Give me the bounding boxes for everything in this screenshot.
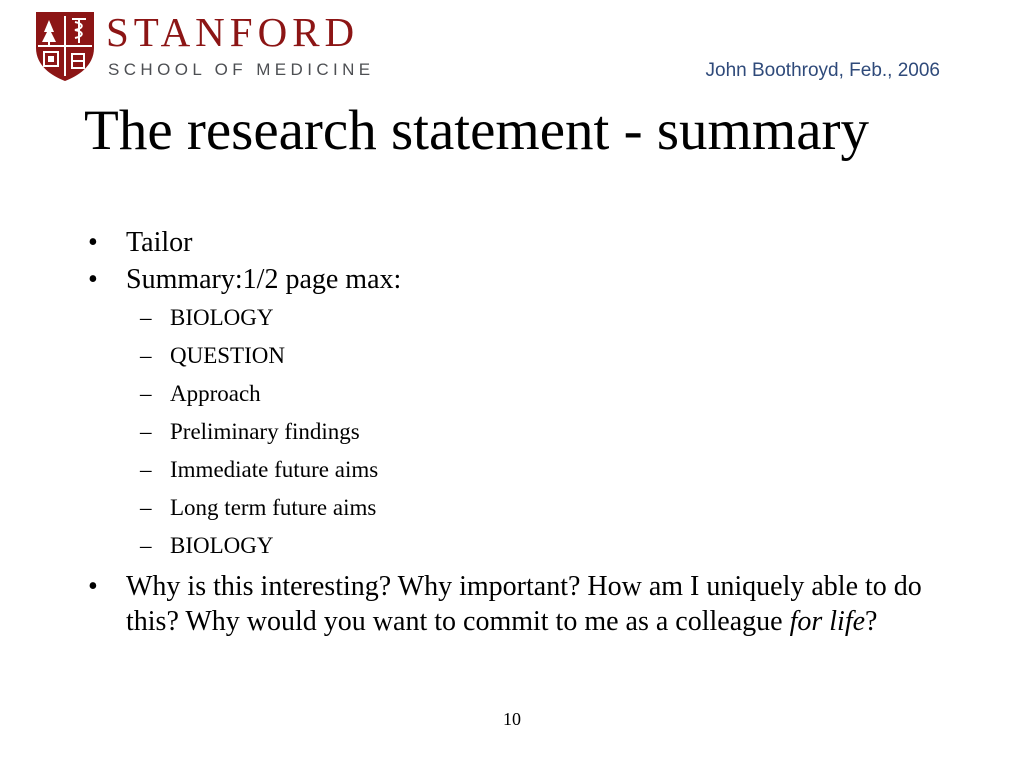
sub-item bbox=[84, 339, 954, 373]
sub-item bbox=[84, 491, 954, 525]
sub-item-text: Preliminary findings bbox=[170, 419, 360, 444]
dash-glyph: – bbox=[140, 343, 152, 368]
slide-content bbox=[84, 226, 954, 642]
page-number: 10 bbox=[503, 709, 521, 729]
bullet-item bbox=[84, 569, 954, 639]
sub-item-text: Approach bbox=[170, 381, 261, 406]
bullet-text: Summary:1/2 page max: bbox=[126, 264, 402, 295]
sub-item bbox=[84, 453, 954, 487]
sub-item-text: Immediate future aims bbox=[170, 457, 379, 482]
sub-item bbox=[84, 377, 954, 411]
sub-item bbox=[84, 301, 954, 335]
logo-subtitle: SCHOOL OF MEDICINE bbox=[108, 60, 375, 79]
stanford-shield-icon bbox=[34, 10, 96, 82]
bullet-text: Tailor bbox=[126, 227, 193, 258]
bullet-glyph: • bbox=[88, 571, 98, 602]
bullet-item bbox=[84, 263, 954, 297]
dash-glyph: – bbox=[140, 495, 152, 520]
dash-glyph: – bbox=[140, 305, 152, 330]
slide-title: The research statement - summary bbox=[84, 99, 870, 162]
sub-item-text: BIOLOGY bbox=[170, 533, 274, 558]
bullet-glyph: • bbox=[88, 227, 98, 258]
logo-wordmark: STANFORD bbox=[106, 9, 360, 55]
bullet-glyph: • bbox=[88, 264, 98, 295]
sub-item-text: QUESTION bbox=[170, 343, 285, 368]
bullet-item bbox=[84, 226, 954, 260]
sub-item-text: BIOLOGY bbox=[170, 305, 274, 330]
bullet-text: Why is this interesting? Why important? How am I uniquely able to do this? Why would you want to commit to me as a colleague bbox=[126, 571, 922, 637]
sub-item-text: Long term future aims bbox=[170, 495, 377, 520]
author-date: John Boothroyd, Feb., 2006 bbox=[705, 60, 940, 81]
dash-glyph: – bbox=[140, 533, 152, 558]
sub-item bbox=[84, 529, 954, 563]
bullet-tail: ? bbox=[865, 606, 878, 637]
sub-item bbox=[84, 415, 954, 449]
bullet-emphasis: for life bbox=[789, 606, 866, 637]
dash-glyph: – bbox=[140, 381, 152, 406]
dash-glyph: – bbox=[140, 419, 152, 444]
dash-glyph: – bbox=[140, 457, 152, 482]
stanford-medicine-logo bbox=[34, 10, 394, 82]
